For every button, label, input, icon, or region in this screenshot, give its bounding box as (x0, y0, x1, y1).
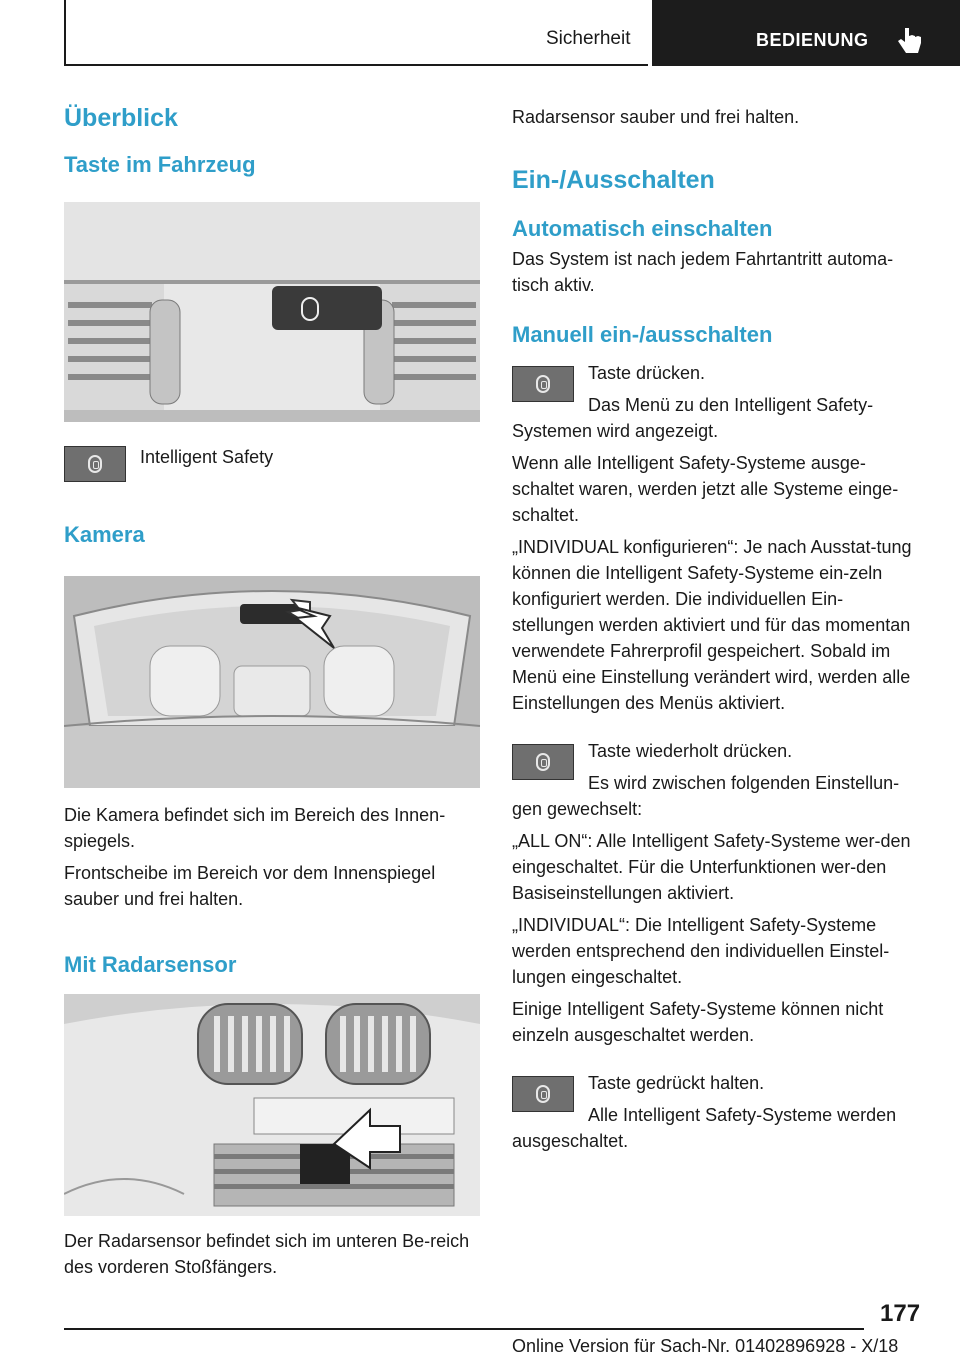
step-3-row (512, 1070, 924, 1154)
section-title-ein-ausschalten: Ein-/Ausschalten (512, 166, 715, 194)
step-1-action: Taste drücken. (588, 363, 706, 383)
paragraph-3: „ALL ON“: Alle Intelligent Safety-Systeme wer-den eingeschaltet. Für die Unterfunktionen wer-den Basiseinstellungen aktiviert. (512, 831, 911, 903)
step-3-action: Taste gedrückt halten. (588, 1073, 765, 1093)
intelligent-safety-button-icon (512, 366, 574, 402)
header-chapter-label: BEDIENUNG (756, 30, 869, 50)
kamera-paragraph-2: Frontscheibe im Bereich vor dem Innenspiegel sauber und frei halten. (64, 863, 436, 909)
intelligent-safety-button-icon (512, 744, 574, 780)
figure-dashboard-button (64, 202, 480, 422)
kamera-paragraph-1: Die Kamera befindet sich im Bereich des Innen-spiegels. (64, 805, 446, 851)
subtitle-taste-im-fahrzeug: Taste im Fahrzeug (64, 152, 256, 177)
step-1-result: Das Menü zu den Intelligent Safety-Systemen wird angezeigt. (512, 395, 874, 441)
header-chapter-tab (652, 0, 960, 66)
paragraph-1: Wenn alle Intelligent Safety-Systeme ausge-schaltet waren, werden jetzt alle Systeme einge-schaltet. (512, 453, 899, 525)
camera-illustration (64, 576, 480, 788)
left-column (64, 100, 480, 1280)
figure-camera (64, 576, 480, 788)
paragraph-4: „INDIVIDUAL“: Die Intelligent Safety-Systeme werden entsprechend den individuellen Einstel-lungen eingeschaltet. (512, 915, 890, 987)
step-2-action: Taste wiederholt drücken. (588, 741, 793, 761)
dashboard-illustration (64, 202, 480, 422)
button-caption: Intelligent Safety (140, 447, 274, 467)
footer-rule (64, 1328, 864, 1330)
subtitle-mit-radarsensor: Mit Radarsensor (64, 952, 237, 977)
step-2-result: Es wird zwischen folgenden Einstellun-gen gewechselt: (512, 773, 900, 819)
subtitle-kamera: Kamera (64, 522, 145, 547)
section-title-ueberblick: Überblick (64, 104, 178, 132)
paragraph-5: Einige Intelligent Safety-Systeme können nicht einzeln ausgeschaltet werden. (512, 999, 884, 1045)
header-rule (64, 64, 648, 66)
right-column (512, 100, 924, 1154)
subtitle-manuell: Manuell ein-/ausschalten (512, 322, 773, 347)
paragraph-2: „INDIVIDUAL konfigurieren“: Je nach Ausstat-tung können die Intelligent Safety-Systeme ein-zeln konfiguriert werden. Die individuellen Ein-stellungen werden aktiviert und für das momentan verwendete Fahrerprofil gespeichert. Sobald im Menü eine Einstellung verändert wird, werden alle Einstellungen des Menüs aktiviert. (512, 537, 912, 713)
radar-illustration (64, 994, 480, 1216)
subtitle-automatisch-einschalten: Automatisch einschalten (512, 216, 773, 241)
footer-version-text: Online Version für Sach-Nr. 01402896928 - X/18 (512, 1336, 899, 1356)
button-legend-row (64, 446, 480, 490)
step-3-result: Alle Intelligent Safety-Systeme werden ausgeschaltet. (512, 1105, 897, 1151)
header-section-label: Sicherheit (546, 28, 631, 49)
step-1-row (512, 360, 924, 444)
hand-pointer-icon (896, 26, 924, 56)
intelligent-safety-button-icon (64, 446, 126, 482)
header-rule-vertical (64, 0, 66, 66)
radar-paragraph-1: Der Radarsensor befindet sich im unteren Be-reich des vorderen Stoßfängers. (64, 1231, 470, 1277)
auto-paragraph: Das System ist nach jedem Fahrtantritt automa-tisch aktiv. (512, 249, 894, 295)
page-number: 177 (880, 1300, 921, 1327)
step-2-row (512, 738, 924, 822)
radar-paragraph-2: Radarsensor sauber und frei halten. (512, 107, 800, 127)
intelligent-safety-button-icon (512, 1076, 574, 1112)
figure-radar (64, 994, 480, 1216)
